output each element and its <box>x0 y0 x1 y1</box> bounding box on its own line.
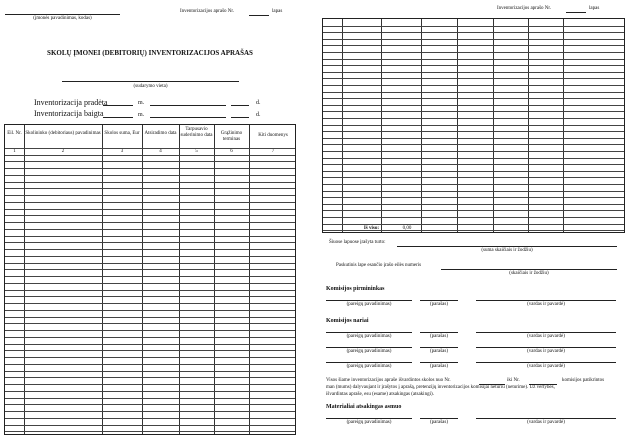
table-row[interactable] <box>323 217 624 218</box>
table-row[interactable] <box>5 168 295 169</box>
statement-p2: iki Nr. <box>507 378 520 383</box>
col-num-1: 1 <box>13 149 16 154</box>
debtors-table <box>4 124 296 435</box>
col-header-1: Eil. Nr. <box>7 131 22 136</box>
table-row[interactable] <box>323 52 624 53</box>
statement-p1: Visos šiame inventorizacijos apraše išvardintos skolos nuo Nr. <box>326 378 451 383</box>
table-row[interactable] <box>323 98 624 99</box>
name-field[interactable] <box>476 418 616 419</box>
total-label: Iš viso: <box>363 226 379 231</box>
finished-day-field[interactable] <box>231 117 249 118</box>
name-caption: (vardas ir pavardė) <box>527 349 565 354</box>
table-row[interactable] <box>323 138 624 139</box>
signature-caption: (parašas) <box>429 420 449 425</box>
statement-line2: man (mums) dalyvaujant ir įrašytos į aprašą, pretenzijų inventorizacijos komisijai neturiu (neturime). Už vertybes, <box>326 385 555 390</box>
table-row[interactable] <box>323 171 624 172</box>
started-day-field[interactable] <box>231 105 249 106</box>
table-row[interactable] <box>323 204 624 205</box>
table-row[interactable] <box>5 371 295 372</box>
responsible-heading: Materialiai atsakingas asmuo <box>326 404 402 410</box>
col-header-6: Grąžinimo terminas <box>220 131 243 142</box>
company-line[interactable] <box>5 14 120 15</box>
signature-caption: (parašas) <box>429 364 449 369</box>
table-row[interactable] <box>5 242 295 243</box>
page-label: lapas <box>272 9 283 14</box>
table-row[interactable] <box>5 209 295 210</box>
statement-line3: išvardintas apraše, esu (esame) atsakingas (atsakingi). <box>326 392 434 397</box>
table-row[interactable] <box>5 418 295 419</box>
items-caption: (suma skaičiais ir žodžiu) <box>481 248 533 253</box>
table-row[interactable] <box>5 202 295 203</box>
col-header-3: Skolos suma, Eur <box>104 131 140 136</box>
table-row[interactable] <box>5 222 295 223</box>
signature-field[interactable] <box>420 418 458 419</box>
table-row[interactable] <box>323 125 624 126</box>
table-row[interactable] <box>5 377 295 378</box>
items-field[interactable] <box>397 246 617 247</box>
table-row[interactable] <box>5 283 295 284</box>
table-row[interactable] <box>323 72 624 73</box>
col-header-7: Kiti duomenys <box>258 133 288 138</box>
table-row[interactable] <box>5 188 295 189</box>
left-col-rule <box>179 125 180 434</box>
document-title: SKOLŲ ĮMONEI (DEBITORIŲ) INVENTORIZACIJOS APRAŠAS <box>47 49 253 57</box>
position-field[interactable] <box>326 347 412 348</box>
col-num-2: 2 <box>61 149 65 154</box>
table-row[interactable] <box>323 230 624 231</box>
table-row[interactable] <box>5 303 295 304</box>
position-field[interactable] <box>326 300 412 301</box>
started-month-field[interactable] <box>150 105 226 106</box>
name-caption: (vardas ir pavardė) <box>527 364 565 369</box>
name-caption: (vardas ir pavardė) <box>527 420 565 425</box>
position-caption: (pareigų pavadinimas) <box>346 364 392 369</box>
right-page-label: lapas <box>589 6 600 11</box>
name-field[interactable] <box>476 332 616 333</box>
position-caption: (pareigų pavadinimas) <box>346 349 392 354</box>
position-field[interactable] <box>326 362 412 363</box>
table-row[interactable] <box>5 384 295 385</box>
place-line[interactable] <box>62 81 239 82</box>
table-row[interactable] <box>5 323 295 324</box>
left-col-rule <box>142 125 143 434</box>
table-row[interactable] <box>323 151 624 152</box>
items-label: Šiuose lapuose įrašyta turto: <box>329 240 386 245</box>
signature-caption: (parašas) <box>429 302 449 307</box>
name-field[interactable] <box>476 362 616 363</box>
col-num-4: 4 <box>159 149 162 154</box>
table-row[interactable] <box>323 197 624 198</box>
left-col-rule <box>24 125 25 434</box>
left-col-rule <box>214 125 215 434</box>
table-row[interactable] <box>323 184 624 185</box>
table-row[interactable] <box>323 224 624 225</box>
table-row[interactable] <box>5 398 295 399</box>
position-caption: (pareigų pavadinimas) <box>346 334 392 339</box>
table-row[interactable] <box>5 215 295 216</box>
table-row[interactable] <box>323 118 624 119</box>
table-row[interactable] <box>5 269 295 270</box>
table-row[interactable] <box>5 391 295 392</box>
position-field[interactable] <box>326 332 412 333</box>
right-page-number-field[interactable] <box>566 12 586 13</box>
table-row[interactable] <box>5 263 295 264</box>
table-row[interactable] <box>5 404 295 405</box>
signature-caption: (parašas) <box>429 334 449 339</box>
table-row[interactable] <box>5 330 295 331</box>
table-row[interactable] <box>323 144 624 145</box>
chairman-heading: Komisijos pirmininkas <box>326 286 385 292</box>
table-row[interactable] <box>5 290 295 291</box>
finished-day-abbr: d. <box>256 112 261 118</box>
table-row[interactable] <box>323 92 624 93</box>
finished-year-field[interactable] <box>103 117 133 118</box>
right-page-number-label: Inventorizacijos aprašo Nr. <box>497 6 552 11</box>
table-row[interactable] <box>5 310 295 311</box>
table-row[interactable] <box>323 164 624 165</box>
table-row[interactable] <box>5 229 295 230</box>
table-row[interactable] <box>323 111 624 112</box>
col-num-7: 7 <box>271 149 275 154</box>
table-row[interactable] <box>323 131 624 132</box>
table-row[interactable] <box>323 39 624 40</box>
table-row[interactable] <box>5 425 295 426</box>
table-row[interactable] <box>5 195 295 196</box>
table-row[interactable] <box>323 32 624 33</box>
table-row[interactable] <box>5 364 295 365</box>
table-row[interactable] <box>323 26 624 27</box>
position-field[interactable] <box>326 418 412 419</box>
col-header-4: Atsiradimo data <box>144 131 177 136</box>
signature-field[interactable] <box>420 362 458 363</box>
finished-label: Inventorizacija baigta <box>34 109 104 118</box>
name-caption: (vardas ir pavardė) <box>527 302 565 307</box>
continuation-table <box>322 18 625 233</box>
name-caption: (vardas ir pavardė) <box>527 334 565 339</box>
table-row[interactable] <box>323 191 624 192</box>
started-day-abbr: d. <box>256 100 261 106</box>
table-row[interactable] <box>5 337 295 338</box>
signature-caption: (parašas) <box>429 349 449 354</box>
name-field[interactable] <box>476 347 616 348</box>
col-num-6: 6 <box>230 149 233 154</box>
table-row[interactable] <box>5 276 295 277</box>
page-number-field[interactable] <box>249 15 269 16</box>
total-value: 0,00 <box>402 226 412 231</box>
col-num-3: 3 <box>120 149 124 154</box>
table-row[interactable] <box>5 175 295 176</box>
company-caption: (įmonės pavadinimas, kodas) <box>33 16 92 21</box>
position-caption: (pareigų pavadinimas) <box>346 302 392 307</box>
table-row[interactable] <box>323 45 624 46</box>
table-row[interactable] <box>5 155 295 156</box>
col-num-5: 5 <box>195 149 198 154</box>
table-row[interactable] <box>5 350 295 351</box>
table-row[interactable] <box>323 158 624 159</box>
table-row[interactable] <box>5 357 295 358</box>
table-row[interactable] <box>5 249 295 250</box>
table-row[interactable] <box>323 65 624 66</box>
place-caption: (sudarymo vieta) <box>133 84 168 89</box>
finished-month-abbr: m. <box>138 112 145 118</box>
left-col-rule <box>102 125 103 434</box>
table-row[interactable] <box>5 344 295 345</box>
col-header-2: Skolininko (debitoriaus) pavadinimas <box>25 131 101 136</box>
table-row[interactable] <box>5 236 295 237</box>
table-row[interactable] <box>323 59 624 60</box>
last-no-field[interactable] <box>441 269 617 270</box>
started-year-field[interactable] <box>103 105 133 106</box>
position-caption: (pareigų pavadinimas) <box>346 420 392 425</box>
statement-p3: komisijos patikrintos <box>562 378 605 383</box>
members-heading: Komisijos nariai <box>326 318 369 324</box>
table-row[interactable] <box>5 161 295 162</box>
table-row[interactable] <box>323 85 624 86</box>
table-row[interactable] <box>5 256 295 257</box>
table-row[interactable] <box>5 317 295 318</box>
signature-field[interactable] <box>420 300 458 301</box>
table-row[interactable] <box>5 411 295 412</box>
started-label: Inventorizacija pradėta <box>34 98 108 107</box>
table-row[interactable] <box>323 210 624 211</box>
finished-month-field[interactable] <box>150 117 226 118</box>
table-row[interactable] <box>323 105 624 106</box>
table-row[interactable] <box>323 78 624 79</box>
col-header-5: Tarpusavio suderinimo data <box>180 127 213 138</box>
table-row[interactable] <box>5 431 295 432</box>
table-row[interactable] <box>5 182 295 183</box>
name-field[interactable] <box>476 300 616 301</box>
signature-field[interactable] <box>420 347 458 348</box>
page-number-label: Inventorizacijos aprašo Nr. <box>180 9 235 14</box>
signature-field[interactable] <box>420 332 458 333</box>
table-row[interactable] <box>323 177 624 178</box>
table-row[interactable] <box>5 296 295 297</box>
left-header-rule <box>5 148 295 149</box>
left-col-rule <box>249 125 250 434</box>
last-no-caption: (skaičiais ir žodžiu) <box>509 271 549 276</box>
last-no-label: Paskutinis lape esančio įrašo eilės numeris <box>336 263 422 268</box>
started-month-abbr: m. <box>138 100 145 106</box>
